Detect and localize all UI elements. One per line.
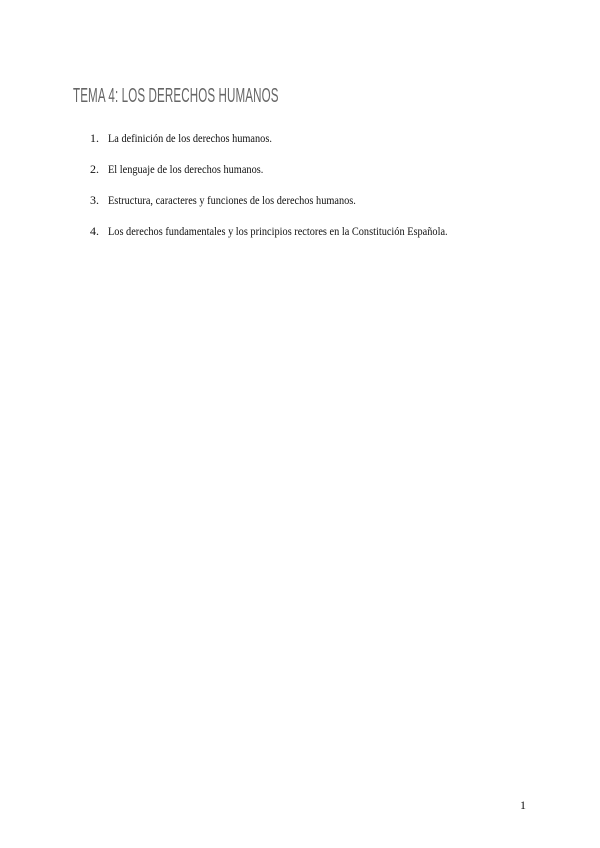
list-item-number: 2. <box>90 162 99 176</box>
list-item-number: 1. <box>90 131 99 145</box>
list-item-text: El lenguaje de los derechos humanos. <box>108 162 264 176</box>
list-item-text: Los derechos fundamentales y los principios rectores en la Constitución Española. <box>108 224 448 238</box>
list-item-text: La definición de los derechos humanos. <box>108 131 272 145</box>
list-item-text: Estructura, caracteres y funciones de los derechos humanos. <box>108 193 356 207</box>
list-item-number: 3. <box>90 193 99 207</box>
list-item-number: 4. <box>90 224 99 238</box>
page-number: 1 <box>520 798 526 812</box>
page-title: TEMA 4: LOS DERECHOS HUMANOS <box>73 85 279 107</box>
